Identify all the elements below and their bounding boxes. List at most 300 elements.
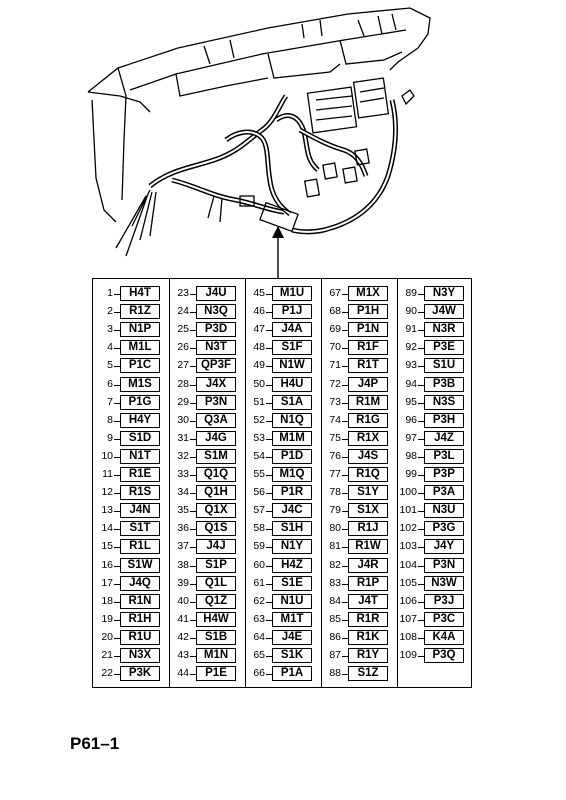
pin-row	[169, 520, 245, 538]
pin-row	[397, 502, 473, 520]
pin-row	[245, 665, 321, 683]
pin-code: S1Z	[348, 666, 388, 681]
pin-code: S1P	[196, 558, 236, 573]
pin-number: 19	[101, 612, 113, 625]
pin-number: 11	[102, 468, 113, 480]
pin-code: R1Y	[348, 648, 388, 663]
pin-number: 62	[253, 594, 265, 607]
pin-row	[93, 502, 169, 520]
pin-code: S1T	[120, 521, 160, 536]
pin-code: P3B	[424, 377, 464, 392]
pin-number: 67	[329, 287, 341, 299]
pin-code: S1U	[424, 358, 464, 373]
pin-row	[169, 575, 245, 593]
pin-code: P3E	[424, 340, 464, 355]
pin-number: 16	[101, 558, 113, 571]
pin-number: 51	[253, 395, 265, 408]
pin-row	[321, 575, 397, 593]
pin-code: N1Q	[272, 413, 312, 428]
pin-number: 58	[253, 522, 265, 535]
pin-number: 105	[399, 576, 417, 589]
pin-row	[169, 357, 245, 375]
pin-code: Q1X	[196, 503, 236, 518]
pin-number: 90	[405, 305, 417, 318]
pin-code: H4U	[272, 377, 312, 392]
pin-number: 31	[177, 431, 189, 444]
pin-row	[397, 557, 473, 575]
pin-number: 70	[329, 341, 341, 354]
pin-code: N1P	[120, 322, 160, 337]
pin-number: 65	[253, 649, 265, 661]
pin-row	[93, 593, 169, 611]
pin-row	[321, 376, 397, 394]
pin-number: 41	[177, 612, 189, 625]
pin-row	[397, 466, 473, 484]
pin-code: N3R	[424, 322, 464, 337]
pin-row	[169, 321, 245, 339]
pin-row	[93, 484, 169, 502]
pin-code: QP3F	[196, 358, 236, 373]
pin-number: 32	[177, 449, 189, 462]
pin-row	[397, 285, 473, 303]
pin-column-2	[169, 279, 245, 687]
pin-code: R1K	[348, 630, 388, 645]
pin-row	[397, 484, 473, 502]
pin-number: 55	[253, 468, 265, 480]
pin-row	[397, 303, 473, 321]
pin-code: S1M	[196, 449, 236, 464]
pin-code: J4P	[348, 377, 388, 392]
pin-number: 68	[329, 305, 341, 318]
pin-number: 101	[399, 504, 417, 517]
pin-code: R1P	[348, 576, 388, 591]
pin-code: S1H	[272, 521, 312, 536]
pin-row	[321, 412, 397, 430]
pin-row	[169, 448, 245, 466]
pin-number: 83	[329, 576, 341, 589]
pin-number: 8	[107, 413, 113, 426]
pin-row	[93, 647, 169, 665]
pin-number: 20	[101, 630, 113, 643]
pin-number: 6	[107, 377, 113, 390]
pin-code: S1B	[196, 630, 236, 645]
pin-number: 35	[177, 504, 189, 517]
pin-number: 12	[101, 486, 113, 499]
pin-number: 61	[253, 576, 265, 589]
pin-number: 29	[177, 395, 189, 408]
pin-number: 94	[405, 377, 417, 390]
pin-code: J4G	[196, 431, 236, 446]
pin-number: 38	[177, 558, 189, 571]
pin-code: P3G	[424, 521, 464, 536]
pin-row	[93, 357, 169, 375]
pin-number: 79	[329, 504, 341, 517]
pin-code: H4Z	[272, 558, 312, 573]
pin-row	[245, 629, 321, 647]
pin-row	[93, 321, 169, 339]
pin-row	[93, 466, 169, 484]
pin-code: J4Z	[424, 431, 464, 446]
pin-number: 46	[253, 305, 265, 318]
pin-row	[169, 303, 245, 321]
pin-code: H4T	[120, 286, 160, 301]
pin-number: 76	[329, 449, 341, 462]
pin-number: 13	[101, 504, 113, 517]
pin-code: N3T	[196, 340, 236, 355]
pin-row	[169, 412, 245, 430]
pin-code: M1N	[196, 648, 236, 663]
pin-number: 104	[399, 558, 417, 571]
pin-row	[169, 285, 245, 303]
pin-number: 26	[177, 341, 189, 354]
pin-code: R1L	[120, 539, 160, 554]
pin-code: R1W	[348, 539, 388, 554]
pin-row	[397, 520, 473, 538]
pin-code: J4R	[348, 558, 388, 573]
pin-number: 60	[253, 558, 265, 571]
pin-row	[93, 376, 169, 394]
pin-row	[93, 538, 169, 556]
pin-row	[321, 629, 397, 647]
pin-code: N3U	[424, 503, 464, 518]
pin-code: R1Q	[348, 467, 388, 482]
pin-code: R1N	[120, 594, 160, 609]
pin-number: 87	[329, 649, 341, 661]
pin-number: 30	[177, 413, 189, 426]
pin-number: 109	[399, 649, 417, 661]
pin-code: P3L	[424, 449, 464, 464]
pin-code: R1Z	[120, 304, 160, 319]
pin-number: 4	[107, 341, 113, 354]
pin-number: 88	[329, 667, 341, 680]
pin-number: 50	[253, 377, 265, 390]
pin-row	[93, 339, 169, 357]
pin-code: R1U	[120, 630, 160, 645]
pin-row	[245, 575, 321, 593]
pin-number: 39	[177, 576, 189, 589]
pin-row	[321, 430, 397, 448]
pin-number: 42	[177, 630, 189, 643]
pin-number: 9	[107, 431, 113, 444]
pin-number: 5	[107, 359, 113, 372]
pin-number: 22	[101, 667, 113, 680]
pin-row	[245, 557, 321, 575]
pin-row	[93, 394, 169, 412]
pin-number: 27	[177, 359, 189, 372]
pin-code: P3P	[424, 467, 464, 482]
pin-code: M1S	[120, 377, 160, 392]
pin-number: 36	[177, 522, 189, 535]
pin-row	[321, 484, 397, 502]
pin-row	[397, 629, 473, 647]
pin-row	[93, 629, 169, 647]
pin-number: 54	[253, 449, 265, 462]
pin-row	[245, 285, 321, 303]
pin-code: J4W	[424, 304, 464, 319]
pin-row	[397, 575, 473, 593]
pin-number: 63	[253, 612, 265, 625]
pin-number: 85	[329, 612, 341, 625]
pin-code: P1R	[272, 485, 312, 500]
pin-code: P3N	[424, 558, 464, 573]
pin-row	[245, 466, 321, 484]
pin-row	[321, 339, 397, 357]
pin-row	[245, 448, 321, 466]
pin-number: 108	[399, 630, 417, 643]
pin-row	[169, 339, 245, 357]
pin-number: 57	[253, 504, 265, 517]
pin-code: N3W	[424, 576, 464, 591]
pin-row	[321, 448, 397, 466]
pin-row	[169, 611, 245, 629]
pin-code: J4E	[272, 630, 312, 645]
pin-code: N3Y	[424, 286, 464, 301]
pin-code: Q1S	[196, 521, 236, 536]
pin-code: N1T	[120, 449, 160, 464]
pin-row	[245, 357, 321, 375]
pin-code: J4T	[348, 594, 388, 609]
pin-row	[321, 538, 397, 556]
pin-row	[93, 665, 169, 683]
pin-row	[245, 538, 321, 556]
pin-code: P3D	[196, 322, 236, 337]
pin-number: 28	[177, 377, 189, 390]
pin-number: 98	[405, 449, 417, 462]
pin-row	[245, 376, 321, 394]
pin-number: 21	[101, 649, 113, 661]
pin-row	[397, 321, 473, 339]
pin-row	[397, 357, 473, 375]
pin-row	[169, 394, 245, 412]
pin-number: 17	[101, 576, 113, 589]
pin-code: N1Y	[272, 539, 312, 554]
pin-number: 49	[253, 359, 265, 372]
pin-number: 80	[329, 522, 341, 535]
pin-code: N3Q	[196, 304, 236, 319]
pin-number: 40	[177, 594, 189, 607]
pin-row	[93, 557, 169, 575]
pin-number: 66	[253, 667, 265, 680]
pin-code: J4N	[120, 503, 160, 518]
pin-number: 100	[399, 486, 417, 499]
pin-row	[169, 466, 245, 484]
pin-code: J4A	[272, 322, 312, 337]
pin-code: H4Y	[120, 413, 160, 428]
pin-number: 2	[107, 305, 113, 318]
pin-number: 95	[405, 395, 417, 408]
callout-arrow	[268, 226, 288, 278]
pin-code: Q1Q	[196, 467, 236, 482]
pin-number: 33	[177, 468, 189, 480]
pin-code: M1U	[272, 286, 312, 301]
pin-row	[93, 520, 169, 538]
pin-row	[397, 593, 473, 611]
pin-code: R1J	[348, 521, 388, 536]
pin-code: P3A	[424, 485, 464, 500]
pin-row	[245, 593, 321, 611]
pin-row	[397, 430, 473, 448]
pin-row	[169, 502, 245, 520]
pin-number: 92	[405, 341, 417, 354]
pin-row	[169, 647, 245, 665]
pin-code: H4W	[196, 612, 236, 627]
pin-row	[321, 321, 397, 339]
pin-code: J4U	[196, 286, 236, 301]
pin-code: S1X	[348, 503, 388, 518]
pin-code: S1W	[120, 558, 160, 573]
pin-code: P3C	[424, 612, 464, 627]
pin-row	[397, 412, 473, 430]
pin-row	[169, 430, 245, 448]
pin-column-4	[321, 279, 397, 687]
pin-row	[397, 538, 473, 556]
pin-number: 75	[329, 431, 341, 444]
pin-row	[397, 376, 473, 394]
pin-number: 15	[101, 540, 113, 553]
pin-code: P3J	[424, 594, 464, 609]
pin-row	[169, 376, 245, 394]
pin-row	[321, 593, 397, 611]
pin-number: 18	[101, 594, 113, 607]
pin-code: Q1L	[196, 576, 236, 591]
pin-row	[321, 611, 397, 629]
pin-row	[93, 611, 169, 629]
pin-code: R1E	[120, 467, 160, 482]
pin-code: P1H	[348, 304, 388, 319]
pin-number: 53	[253, 431, 265, 444]
pin-row	[321, 665, 397, 683]
pin-code: P1N	[348, 322, 388, 337]
pin-row	[245, 339, 321, 357]
pin-number: 106	[399, 594, 417, 607]
pin-number: 23	[177, 287, 189, 299]
pin-code: R1M	[348, 395, 388, 410]
pin-row	[321, 285, 397, 303]
connector-pin-table	[92, 278, 472, 688]
pin-code: M1T	[272, 612, 312, 627]
pin-column-1	[93, 279, 169, 687]
pin-number: 43	[177, 649, 189, 661]
pin-row	[321, 466, 397, 484]
pin-code: S1A	[272, 395, 312, 410]
pin-code: P1C	[120, 358, 160, 373]
pin-number: 14	[101, 522, 113, 535]
pin-row	[169, 538, 245, 556]
pin-row	[245, 520, 321, 538]
pin-code: M1L	[120, 340, 160, 355]
page-label: P61–1	[70, 734, 120, 753]
pin-code: M1X	[348, 286, 388, 301]
pin-code: K4A	[424, 630, 464, 645]
pin-row	[245, 321, 321, 339]
pin-column-3	[245, 279, 321, 687]
pin-number: 47	[253, 323, 265, 336]
pin-row	[169, 593, 245, 611]
pin-row	[93, 448, 169, 466]
pin-number: 97	[405, 431, 417, 444]
pin-code: J4Q	[120, 576, 160, 591]
pin-code: M1M	[272, 431, 312, 446]
pin-row	[93, 575, 169, 593]
pin-code: M1Q	[272, 467, 312, 482]
pin-row	[321, 394, 397, 412]
pin-row	[93, 430, 169, 448]
pin-code: S1K	[272, 648, 312, 663]
pin-code: R1H	[120, 612, 160, 627]
pin-number: 3	[107, 323, 113, 336]
pin-code: R1F	[348, 340, 388, 355]
pin-number: 71	[329, 359, 341, 372]
pin-row	[321, 647, 397, 665]
pin-number: 7	[107, 395, 113, 408]
pin-code: P3N	[196, 395, 236, 410]
pin-row	[245, 394, 321, 412]
pin-row	[397, 448, 473, 466]
pin-number: 1	[107, 287, 113, 299]
pin-number: 48	[253, 341, 265, 354]
pin-code: J4S	[348, 449, 388, 464]
pin-code: P3Q	[424, 648, 464, 663]
pin-code: J4C	[272, 503, 312, 518]
pin-code: P1G	[120, 395, 160, 410]
pin-code: Q3A	[196, 413, 236, 428]
pin-code: R1G	[348, 413, 388, 428]
pin-code: S1E	[272, 576, 312, 591]
pin-code: R1T	[348, 358, 388, 373]
pin-number: 86	[329, 630, 341, 643]
pin-number: 69	[329, 323, 341, 336]
pin-number: 74	[329, 413, 341, 426]
pin-number: 89	[405, 287, 417, 299]
pin-row	[321, 557, 397, 575]
pin-row	[169, 484, 245, 502]
pin-row	[169, 557, 245, 575]
pin-code: Q1H	[196, 485, 236, 500]
pin-column-5	[397, 279, 473, 687]
pin-code: Q1Z	[196, 594, 236, 609]
pin-number: 34	[177, 486, 189, 499]
pin-row	[245, 303, 321, 321]
pin-number: 45	[253, 287, 265, 299]
pin-code: N3S	[424, 395, 464, 410]
pin-code: S1D	[120, 431, 160, 446]
pin-code: J4X	[196, 377, 236, 392]
pin-code: N3X	[120, 648, 160, 663]
pin-number: 56	[253, 486, 265, 499]
pin-row	[245, 430, 321, 448]
pin-code: P3H	[424, 413, 464, 428]
pin-number: 102	[399, 522, 417, 535]
pin-number: 107	[399, 612, 417, 625]
pin-row	[397, 611, 473, 629]
pin-number: 59	[253, 540, 265, 553]
pin-number: 77	[329, 468, 341, 480]
pin-code: S1Y	[348, 485, 388, 500]
pin-row	[397, 647, 473, 665]
pin-code: P1D	[272, 449, 312, 464]
pin-row	[245, 484, 321, 502]
pin-code: J4J	[196, 539, 236, 554]
pin-code: P3K	[120, 666, 160, 681]
pin-number: 103	[399, 540, 417, 553]
pin-number: 82	[329, 558, 341, 571]
pin-number: 37	[177, 540, 189, 553]
pin-number: 44	[177, 667, 189, 680]
pin-code: R1S	[120, 485, 160, 500]
pin-row	[245, 647, 321, 665]
pin-code: N1W	[272, 358, 312, 373]
pin-number: 96	[405, 413, 417, 426]
